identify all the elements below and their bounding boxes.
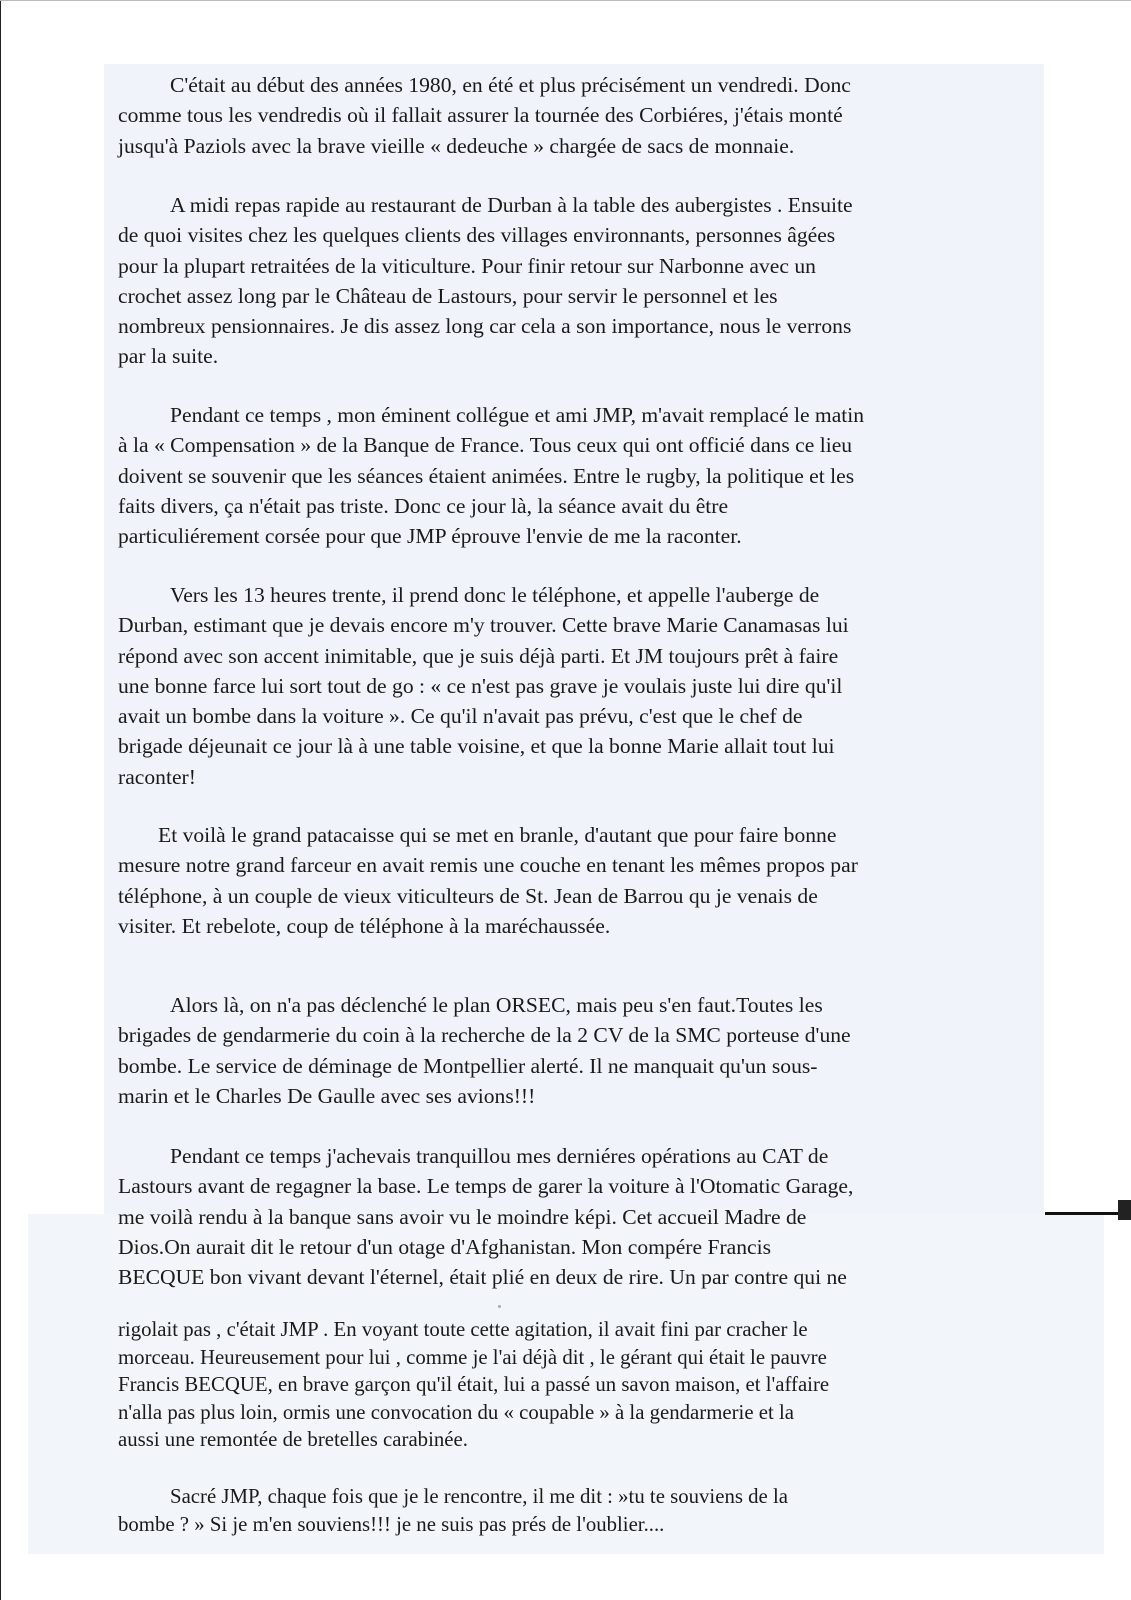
text-line: Durban, estimant que je devais encore m'y trouver. Cette brave Marie Canamasas lui <box>118 613 849 638</box>
page-left-edge <box>0 0 1 1600</box>
text-line: doivent se souvenir que les séances étaient animées. Entre le rugby, la politique et les <box>118 463 855 488</box>
lower-paragraph-2 <box>118 1483 1030 1538</box>
paragraph-2 <box>118 190 1030 372</box>
text-line: Sacré JMP, chaque fois que je le rencontre, il me dit : »tu te souviens de la <box>170 1485 788 1508</box>
text-line: répond avec son accent inimitable, que je suis déjà parti. Et JM toujours prêt à faire <box>118 643 839 668</box>
text-line: brigade déjeunait ce jour là à une table voisine, et que la bonne Marie allait tout lui <box>118 734 835 759</box>
text-line: pour la plupart retraitées de la viticulture. Pour finir retour sur Narbonne avec un <box>118 253 816 278</box>
paragraph-5 <box>118 820 1030 941</box>
text-line: marin et le Charles De Gaulle avec ses avions!!! <box>118 1083 536 1108</box>
text-line: n'alla pas plus loin, ormis une convocation du « coupable » à la gendarmerie et la <box>118 1400 794 1424</box>
text-line: visiter. Et rebelote, coup de téléphone à la maréchaussée. <box>118 913 611 938</box>
text-line: Pendant ce temps j'achevais tranquillou mes derniéres opérations au CAT de <box>170 1144 829 1168</box>
text-line: raconter! <box>118 764 196 789</box>
scan-edge-block <box>1118 1200 1131 1220</box>
text-line: téléphone, à un couple de vieux viticulteurs de St. Jean de Barrou qu je venais de <box>118 883 818 908</box>
text-line: Vers les 13 heures trente, il prend donc le téléphone, et appelle l'auberge de <box>170 583 820 607</box>
text-line: mesure notre grand farceur en avait remis une couche en tenant les mêmes propos par <box>118 853 858 878</box>
lower-paragraph-1 <box>118 1316 1030 1454</box>
text-line: faits divers, ça n'était pas triste. Donc ce jour là, la séance avait du être <box>118 493 729 518</box>
paragraph-4 <box>118 580 1030 792</box>
text-line: nombreux pensionnaires. Je dis assez long car cela a son importance, nous le verrons <box>118 314 852 339</box>
text-line: Francis BECQUE, en brave garçon qu'il était, lui a passé un savon maison, et l'affaire <box>118 1373 830 1397</box>
text-line: Lastours avant de regagner la base. Le temps de garer la voiture à l'Otomatic Garage, <box>118 1174 854 1199</box>
text-line: aussi une remontée de bretelles carabinée. <box>118 1428 468 1452</box>
text-line: Pendant ce temps , mon éminent collégue et ami JMP, m'avait remplacé le matin <box>170 403 865 427</box>
text-line: avait un bombe dans la voiture ». Ce qu'il n'avait pas prévu, c'est que le chef de <box>118 704 803 729</box>
text-line: rigolait pas , c'était JMP . En voyant toute cette agitation, il avait fini par cracher le <box>118 1318 808 1341</box>
paragraph-7 <box>118 1141 1030 1292</box>
text-line: jusqu'à Paziols avec la brave vieille « dedeuche » chargée de sacs de monnaie. <box>118 133 795 158</box>
text-line: C'était au début des années 1980, en été et plus précisément un vendredi. Donc <box>170 73 851 97</box>
text-line: morceau. Heureusement pour lui , comme je l'ai déjà dit , le gérant qui était le pauvre <box>118 1345 827 1369</box>
text-line: Alors là, on n'a pas déclenché le plan ORSEC, mais peu s'en faut.Toutes les <box>170 993 823 1017</box>
text-line: crochet assez long par le Château de Lastours, pour servir le personnel et les <box>118 283 778 308</box>
page-top-edge <box>0 0 1131 1</box>
scan-speck <box>498 1305 501 1308</box>
text-line: Dios.On aurait dit le retour d'un otage d'Afghanistan. Mon compére Francis <box>118 1234 772 1259</box>
text-line: me voilà rendu à la banque sans avoir vu le moindre képi. Cet accueil Madre de <box>118 1204 807 1229</box>
text-line: brigades de gendarmerie du coin à la recherche de la 2 CV de la SMC porteuse d'une <box>118 1023 851 1048</box>
text-line: par la suite. <box>118 344 219 369</box>
upper-text <box>118 70 1030 161</box>
text-line: une bonne farce lui sort tout de go : « ce n'est pas grave je voulais juste lui dire qu'il <box>118 673 843 698</box>
text-line: bombe ? » Si je m'en souviens!!! je ne suis pas prés de l'oublier.... <box>118 1512 665 1536</box>
paragraph-3 <box>118 400 1030 551</box>
text-line: bombe. Le service de déminage de Montpellier alerté. Il ne manquait qu'un sous- <box>118 1053 818 1078</box>
text-line: à la « Compensation » de la Banque de France. Tous ceux qui ont officié dans ce lieu <box>118 433 853 458</box>
text-line: de quoi visites chez les quelques clients des villages environnants, personnes âgées <box>118 223 836 248</box>
paragraph-6 <box>118 990 1030 1111</box>
text-line: A midi repas rapide au restaurant de Durban à la table des aubergistes . Ensuite <box>170 193 853 217</box>
text-line: comme tous les vendredis où il fallait assurer la tournée des Corbiéres, j'étais monté <box>118 103 843 128</box>
text-line: BECQUE bon vivant devant l'éternel, était plié en deux de rire. Un par contre qui ne <box>118 1265 847 1290</box>
text-line: particuliérement corsée pour que JMP éprouve l'envie de me la raconter. <box>118 524 742 549</box>
text-line: Et voilà le grand patacaisse qui se met en branle, d'autant que pour faire bonne <box>158 823 837 847</box>
